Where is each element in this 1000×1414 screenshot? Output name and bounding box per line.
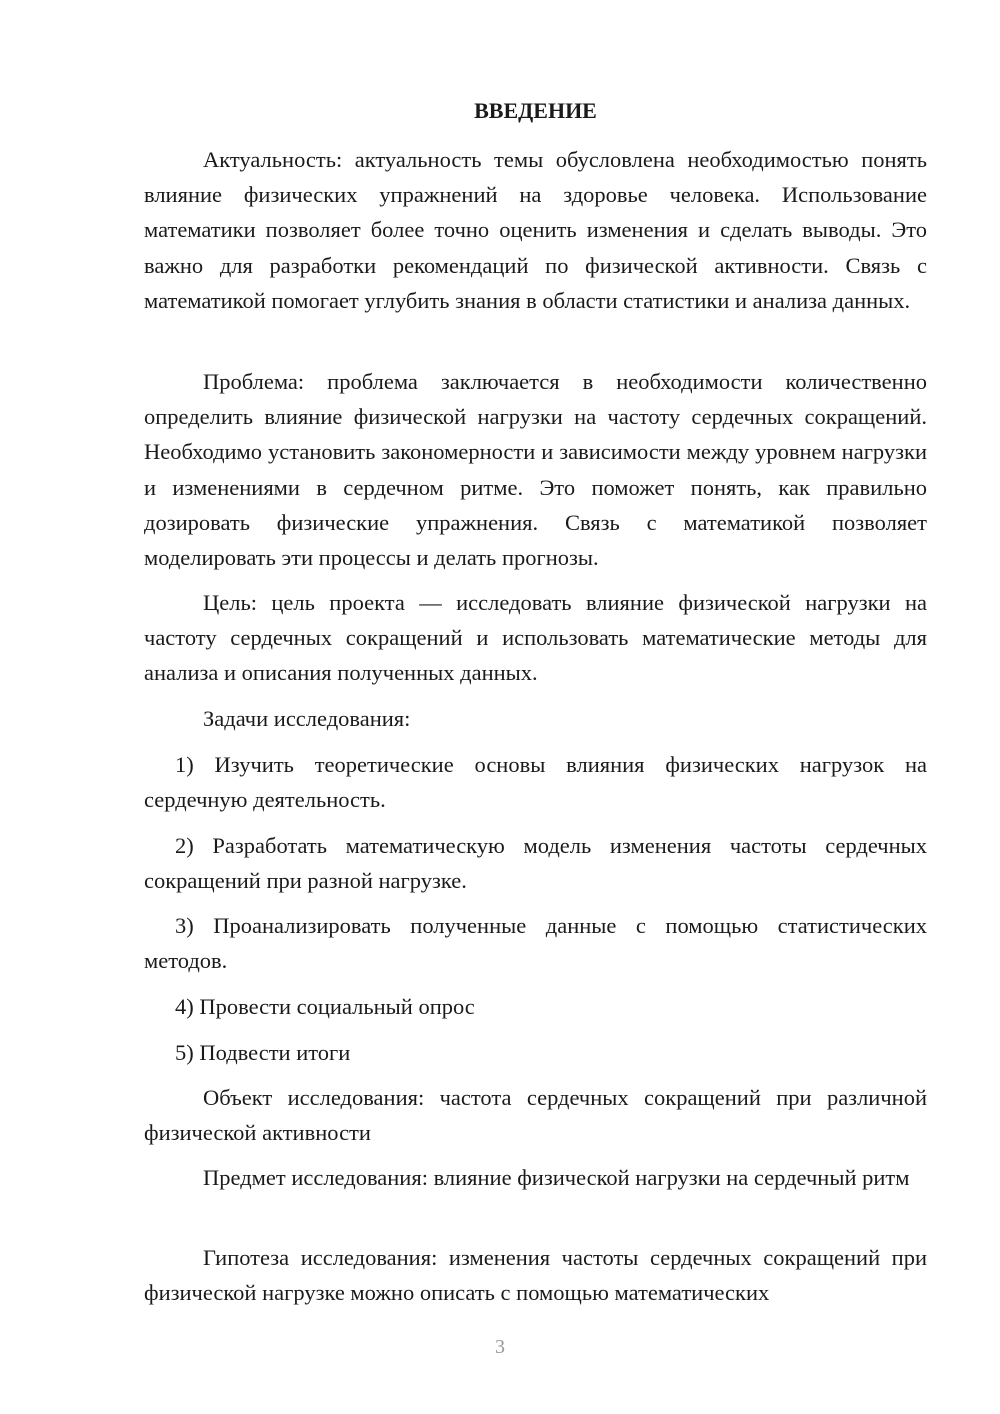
tasks-heading: Задачи исследования:: [203, 706, 411, 731]
paragraph-goal: Цель: цель проекта — исследовать влияние физической нагрузки на частоту сердечных сокращений и использовать математические методы для анализа и описания полученных данных.: [144, 590, 927, 686]
task-item-4: 4) Провести социальный опрос: [175, 994, 475, 1019]
paragraph-problem: Проблема: проблема заключается в необходимости количественно определить влияние физической нагрузки на частоту сердечных сокращений. Необходимо установить закономерности и зависимости между уровнем нагрузки и изменениями в сердечном ритме. Это поможет понять, как правильно дозировать физические упражнения. Связь с математикой позволяет моделировать эти процессы и делать прогнозы.: [144, 369, 927, 571]
paragraph-hypothesis: Гипотеза исследования: изменения частоты сердечных сокращений при физической нагрузке можно описать с помощью математических: [144, 1245, 927, 1306]
task-item-3: 3) Проанализировать полученные данные с помощью статистических методов.: [144, 913, 927, 974]
paragraph-subject: Предмет исследования: влияние физической нагрузки на сердечный ритм: [203, 1165, 910, 1190]
task-item-2: 2) Разработать математическую модель изменения частоты сердечных сокращений при разной нагрузке.: [144, 833, 927, 894]
section-title: ВВЕДЕНИЕ: [474, 98, 597, 123]
paragraph-relevance: Актуальность: актуальность темы обусловлена необходимостью понять влияние физических упражнений на здоровье человека. Использование математики позволяет более точно оценить изменения и сделать выводы. Это важно для разработки рекомендаций по физической активности. Связь с математикой помогает углубить знания в области статистики и анализа данных.: [144, 147, 927, 313]
paragraph-object: Объект исследования: частота сердечных сокращений при различной физической активности: [144, 1085, 927, 1146]
page-number: 3: [495, 1336, 505, 1358]
task-item-1: 1) Изучить теоретические основы влияния физических нагрузок на сердечную деятельность.: [144, 752, 927, 813]
task-item-5: 5) Подвести итоги: [175, 1040, 351, 1065]
